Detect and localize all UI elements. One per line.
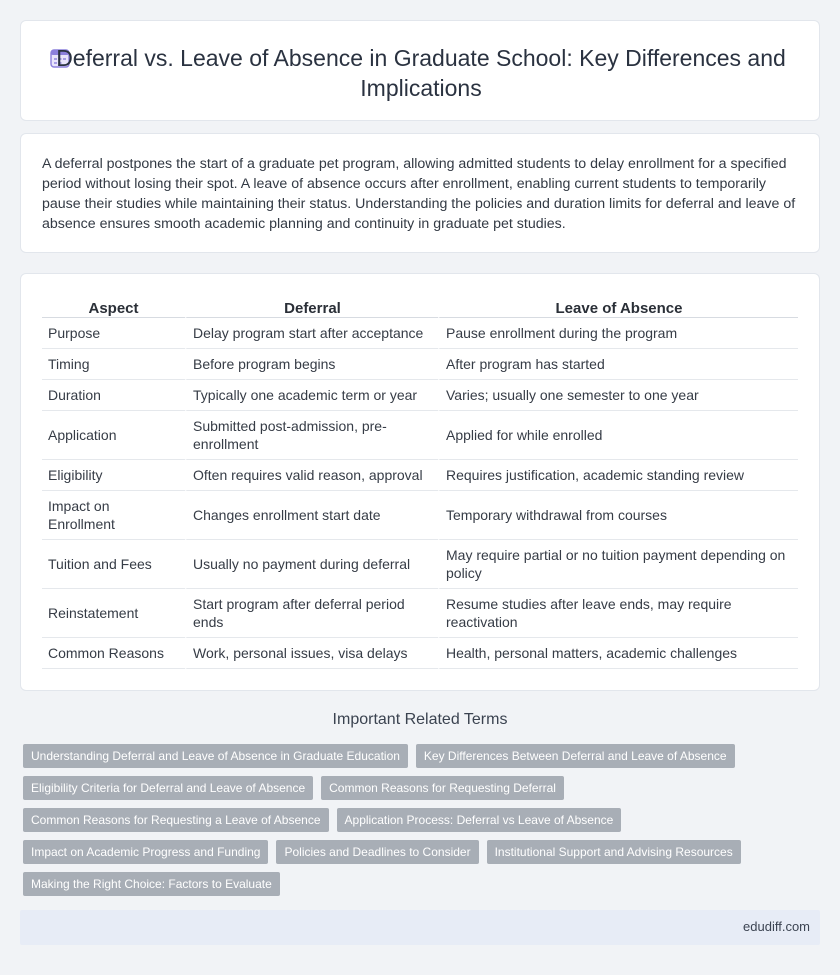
header-aspect: Aspect xyxy=(42,298,185,318)
cell-deferral: Before program begins xyxy=(185,349,438,380)
table-row xyxy=(42,380,798,411)
header-leave-of-absence: Leave of Absence xyxy=(438,298,798,318)
related-term-tag[interactable]: Common Reasons for Requesting Deferral xyxy=(321,776,564,800)
cell-leave: Pause enrollment during the program xyxy=(438,318,798,349)
related-term-tag[interactable]: Eligibility Criteria for Deferral and Leave of Absence xyxy=(23,776,313,800)
table-header-row xyxy=(42,298,798,318)
cell-leave: Applied for while enrolled xyxy=(438,411,798,460)
table-row xyxy=(42,318,798,349)
footer xyxy=(20,910,820,945)
cell-leave: After program has started xyxy=(438,349,798,380)
related-term-tag[interactable]: Key Differences Between Deferral and Leave of Absence xyxy=(416,744,735,768)
related-terms-title: Important Related Terms xyxy=(332,711,508,728)
page-title: Deferral vs. Leave of Absence in Graduate School: Key Differences and Implications xyxy=(56,45,786,101)
intro-paragraph: A deferral postpones the start of a graduate pet program, allowing admitted students to delay enrollment for a specified period without losing their spot. A leave of absence occurs after enrollment, enabling current students to temporarily pause their studies while maintaining their status. Understanding the policies and duration limits for deferral and leave of absence ensures smooth academic planning and continuity in graduate pet studies. xyxy=(42,156,796,232)
cell-aspect: Purpose xyxy=(42,318,185,349)
related-term-tag[interactable]: Making the Right Choice: Factors to Evaluate xyxy=(23,872,280,896)
cell-deferral: Start program after deferral period ends xyxy=(185,589,438,638)
cell-leave: Requires justification, academic standing review xyxy=(438,460,798,491)
related-terms-list xyxy=(23,744,783,896)
cell-leave: Temporary withdrawal from courses xyxy=(438,491,798,540)
cell-aspect: Reinstatement xyxy=(42,589,185,638)
cell-leave: Varies; usually one semester to one year xyxy=(438,380,798,411)
cell-leave: May require partial or no tuition payment depending on policy xyxy=(438,540,798,589)
header-deferral: Deferral xyxy=(185,298,438,318)
cell-aspect: Application xyxy=(42,411,185,460)
related-term-tag[interactable]: Common Reasons for Requesting a Leave of Absence xyxy=(23,808,329,832)
table-row xyxy=(42,540,798,589)
table-row xyxy=(42,589,798,638)
cell-deferral: Changes enrollment start date xyxy=(185,491,438,540)
cell-aspect: Tuition and Fees xyxy=(42,540,185,589)
related-term-tag[interactable]: Impact on Academic Progress and Funding xyxy=(23,840,268,864)
related-term-tag[interactable]: Understanding Deferral and Leave of Absence in Graduate Education xyxy=(23,744,408,768)
cell-deferral: Work, personal issues, visa delays xyxy=(185,638,438,669)
cell-aspect: Common Reasons xyxy=(42,638,185,669)
related-term-tag[interactable]: Policies and Deadlines to Consider xyxy=(276,840,478,864)
cell-deferral: Typically one academic term or year xyxy=(185,380,438,411)
cell-deferral: Often requires valid reason, approval xyxy=(185,460,438,491)
related-term-tag[interactable]: Application Process: Deferral vs Leave of Absence xyxy=(337,808,622,832)
table-row xyxy=(42,491,798,540)
cell-aspect: Impact on Enrollment xyxy=(42,491,185,540)
cell-leave: Health, personal matters, academic challenges xyxy=(438,638,798,669)
related-term-tag[interactable]: Institutional Support and Advising Resources xyxy=(487,840,741,864)
table-row xyxy=(42,349,798,380)
cell-aspect: Timing xyxy=(42,349,185,380)
header-card xyxy=(20,20,820,121)
table-row xyxy=(42,638,798,669)
comparison-table xyxy=(42,298,798,669)
cell-aspect: Duration xyxy=(42,380,185,411)
table-row xyxy=(42,411,798,460)
cell-leave: Resume studies after leave ends, may require reactivation xyxy=(438,589,798,638)
table-row xyxy=(42,460,798,491)
intro-card xyxy=(20,133,820,253)
cell-deferral: Delay program start after acceptance xyxy=(185,318,438,349)
cell-deferral: Submitted post-admission, pre-enrollment xyxy=(185,411,438,460)
comparison-table-card xyxy=(20,273,820,691)
cell-deferral: Usually no payment during deferral xyxy=(185,540,438,589)
cell-aspect: Eligibility xyxy=(42,460,185,491)
footer-site-link[interactable]: edudiff.com xyxy=(743,919,810,934)
